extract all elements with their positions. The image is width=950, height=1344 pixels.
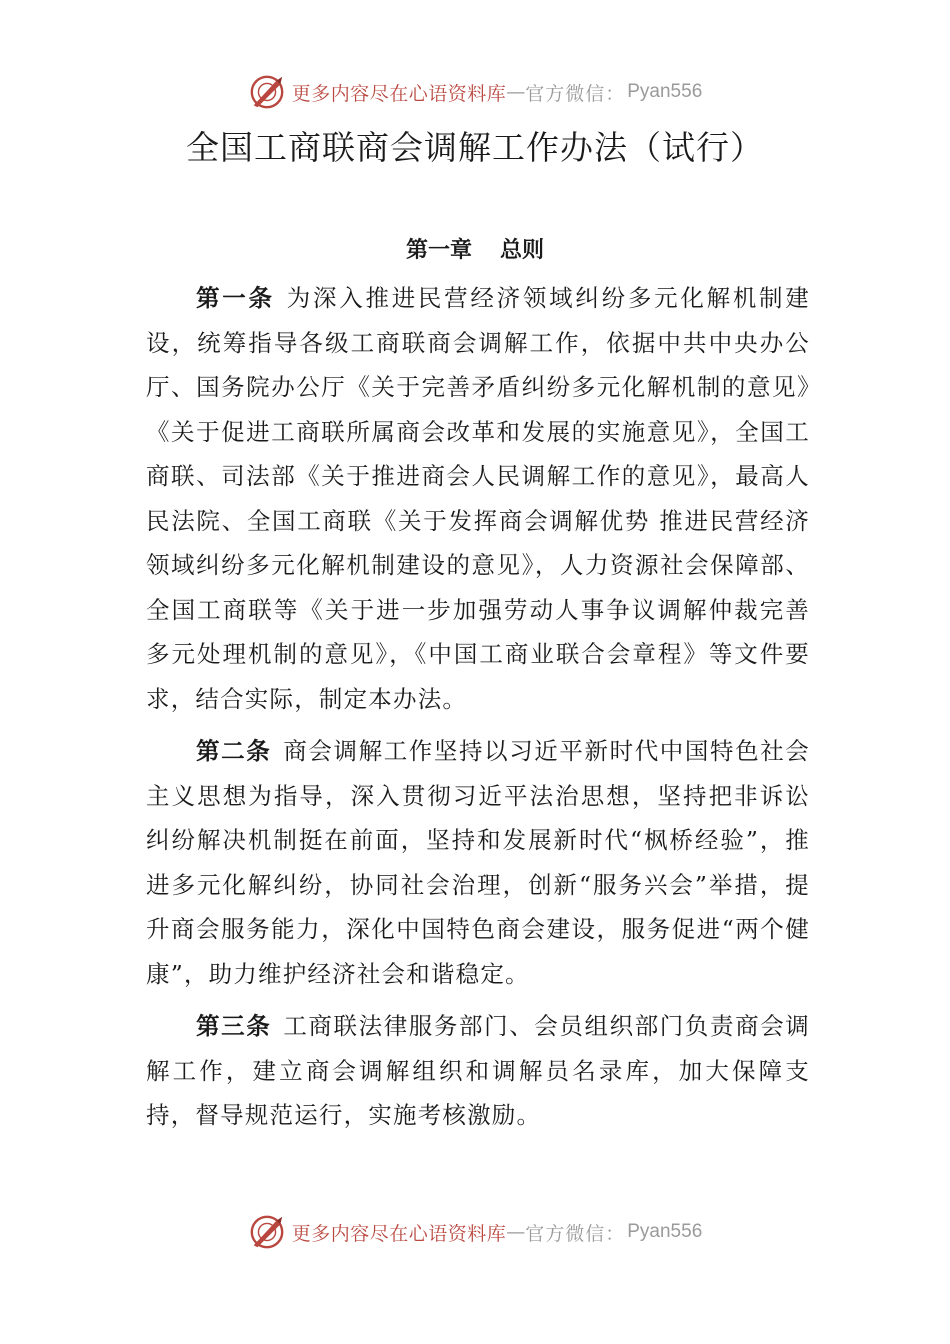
watermark-footer [0, 1212, 950, 1252]
document-body [146, 276, 810, 1146]
chapter-number: 第一章 [405, 238, 472, 263]
quill-logo-icon [248, 73, 286, 111]
quill-logo-icon [248, 1213, 286, 1251]
watermark-wechat-id: Pyan556 [627, 81, 703, 102]
watermark-wechat-id: Pyan556 [627, 1221, 703, 1242]
article-2 [146, 729, 810, 996]
article-text: 为深入推进民营经济领域纠纷多元化解机制建设，统筹指导各级工商联商会调解工作，依据中共中央办公厅、国务院办公厅《关于完善矛盾纠纷多元化解机制的意见》《关于促进工商联所属商会改革和发展的实施意见》，全国工商联、司法部《关于推进商会人民调解工作的意见》，最高人民法院、全国工商联《关于发挥商会调解优势 推进民营经济领域纠纷多元化解机制建设的意见》，人力资源社会保障部、全国工商联等《关于进一步加强劳动人事争议调解仲裁完善多元处理机制的意见》，《中国工商业联合会章程》等文件要求，结合实际，制定本办法。 [146, 284, 811, 713]
watermark-site: 更多内容尽在心语资料库 [291, 82, 507, 105]
watermark-separator: — [506, 1221, 526, 1243]
watermark-label: 官方微信： [525, 82, 626, 105]
article-number: 第二条 [196, 737, 272, 765]
article-number: 第一条 [196, 284, 275, 312]
watermark-label: 官方微信： [525, 1222, 626, 1245]
article-number: 第三条 [196, 1012, 272, 1040]
chapter-heading [0, 233, 950, 264]
watermark-site: 更多内容尽在心语资料库 [291, 1222, 507, 1245]
watermark-header [0, 72, 950, 112]
document-title: 全国工商联商会调解工作办法（试行） [186, 128, 764, 167]
article-3 [146, 1004, 810, 1138]
article-text: 商会调解工作坚持以习近平新时代中国特色社会主义思想为指导，深入贯彻习近平法治思想，坚持把非诉讼纠纷解决机制挺在前面，坚持和发展新时代“枫桥经验”，推进多元化解纠纷，协同社会治理，创新“服务兴会”举措，提升商会服务能力，深化中国特色商会建设，服务促进“两个健康”，助力维护经济社会和谐稳定。 [146, 737, 811, 988]
article-text: 工商联法律服务部门、会员组织部门负责商会调解工作，建立商会调解组织和调解员名录库，加大保障支持，督导规范运行，实施考核激励。 [146, 1012, 811, 1129]
chapter-name: 总则 [500, 238, 545, 263]
watermark-separator: — [506, 81, 526, 103]
article-1 [146, 276, 810, 721]
